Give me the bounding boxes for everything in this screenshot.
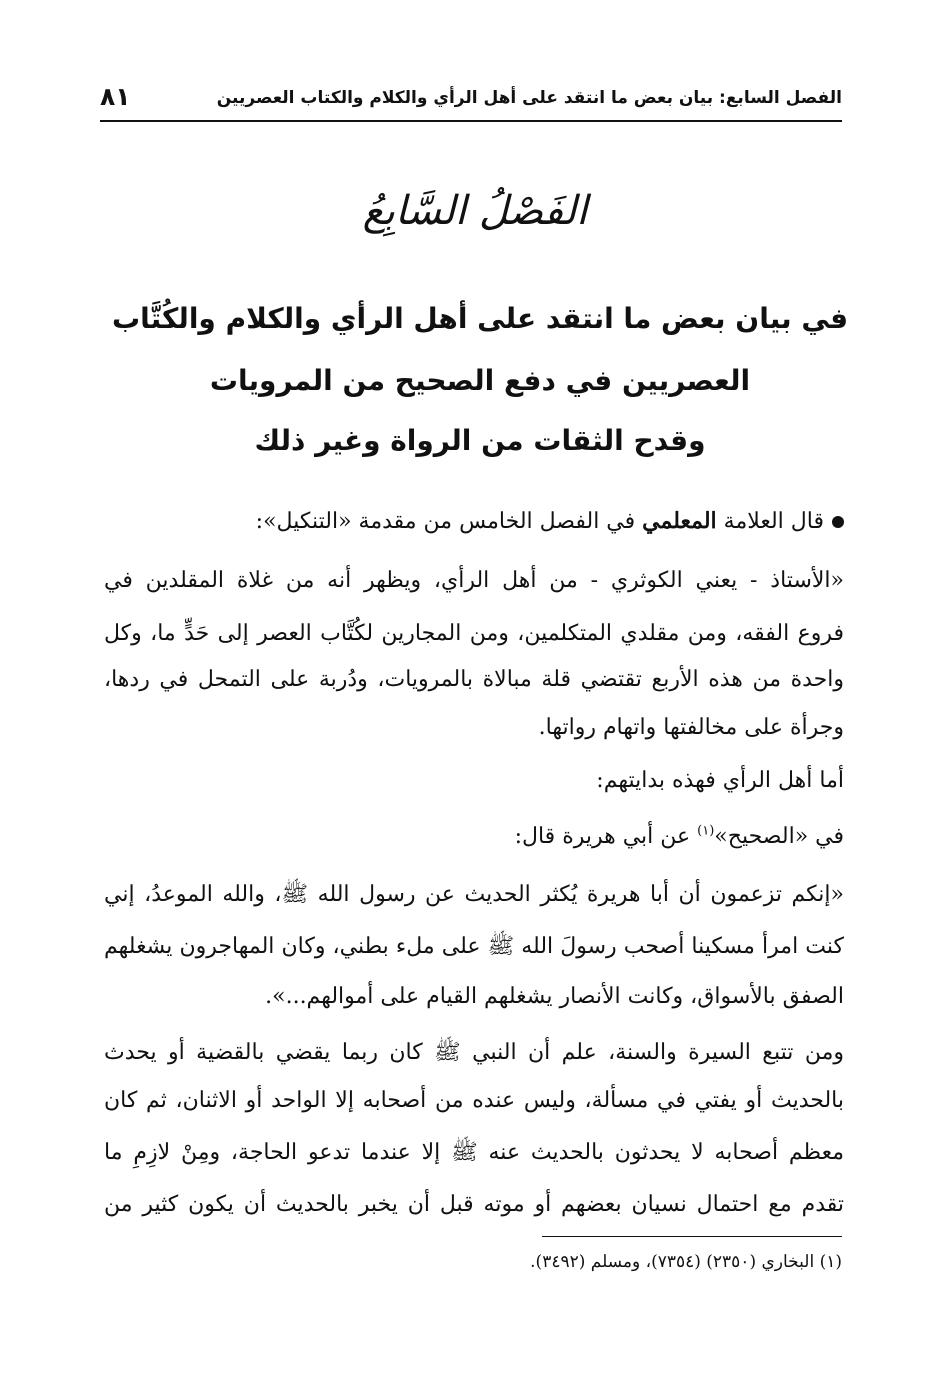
intro-prefix: قال العلامة [723, 509, 824, 534]
sahih-line [515, 822, 844, 852]
sira-line: معظم أصحابه لا يحدثون بالحديث عنه ﷺ إلا عندما تدعو الحاجة، ومِنْ لازِمِ ما [104, 1140, 844, 1165]
footnote-ref[interactable]: (١) [697, 823, 715, 839]
footnote: (١) البخاري (٢٣٥٠) (٧٣٥٤)، ومسلم (٣٤٩٢). [530, 1252, 842, 1272]
header-rule [100, 120, 842, 122]
rai-line: أما أهل الرأي فهذه بدايتهم: [596, 768, 844, 793]
quote-line: واحدة من هذه الأربع تقتضي قلة مبالاة بالمرويات، ودُربة على التمحل في ردها، [104, 667, 844, 692]
intro-suffix: في الفصل الخامس من مقدمة «التنكيل»: [255, 509, 636, 534]
sira-line: ومن تتبع السيرة والسنة، علم أن النبي ﷺ كان ربما يقضي بالقضية أو يحدث [104, 1040, 844, 1065]
chapter-label: الفَصْلُ السَّابِعُ [362, 188, 588, 234]
sahih-prefix: في «الصحيح» [714, 824, 844, 849]
hadith-line: «إنكم تزعمون أن أبا هريرة يُكثر الحديث عن رسول الله ﷺ، والله الموعدُ، إني [104, 882, 844, 907]
hadith-line: الصفق بالأسواق، وكانت الأنصار يشغلهم القيام على أموالهم...». [265, 984, 844, 1009]
quote-line: وجرأة على مخالفتها واتهام رواتها. [538, 715, 844, 740]
quote-line: فروع الفقه، ومن مقلدي المتكلمين، ومن المجارين لكُتَّاب العصر إلى حَدٍّ ما، وكل [104, 621, 844, 646]
footnote-rule [542, 1236, 842, 1237]
sahih-suffix: عن أبي هريرة قال: [514, 824, 698, 849]
running-header [100, 82, 842, 122]
page-number: ٨١ [100, 82, 131, 111]
sira-line: بالحديث أو يفتي في مسألة، وليس عنده من أصحابه إلا الواحد أو الاثنان، ثم كان [104, 1088, 844, 1113]
chapter-title-line: وقدح الثقات من الرواة وغير ذلك [254, 424, 706, 457]
chapter-title-line: العصريين في دفع الصحيح من المرويات [209, 364, 751, 397]
quote-line: «الأستاذ - يعني الكوثري - من أهل الرأي، ويظهر أنه من غلاة المقلدين في [104, 568, 844, 593]
bullet-icon [832, 516, 844, 528]
running-header-title: الفصل السابع: بيان بعض ما انتقد على أهل الرأي والكلام والكتاب العصريين [216, 88, 842, 108]
chapter-title-line: في بيان بعض ما انتقد على أهل الرأي والكلام والكُتَّاب [111, 302, 849, 335]
hadith-line: كنت امرأ مسكينا أصحب رسولَ الله ﷺ على ملء بطني، وكان المهاجرون يشغلهم [104, 934, 844, 959]
author-name: المعلمي [642, 508, 717, 534]
sira-line: تقدم مع احتمال نسيان بعضهم أو موته قبل أن يخبر بالحديث أن يكون كثير من [104, 1192, 844, 1217]
intro-paragraph [256, 506, 844, 537]
